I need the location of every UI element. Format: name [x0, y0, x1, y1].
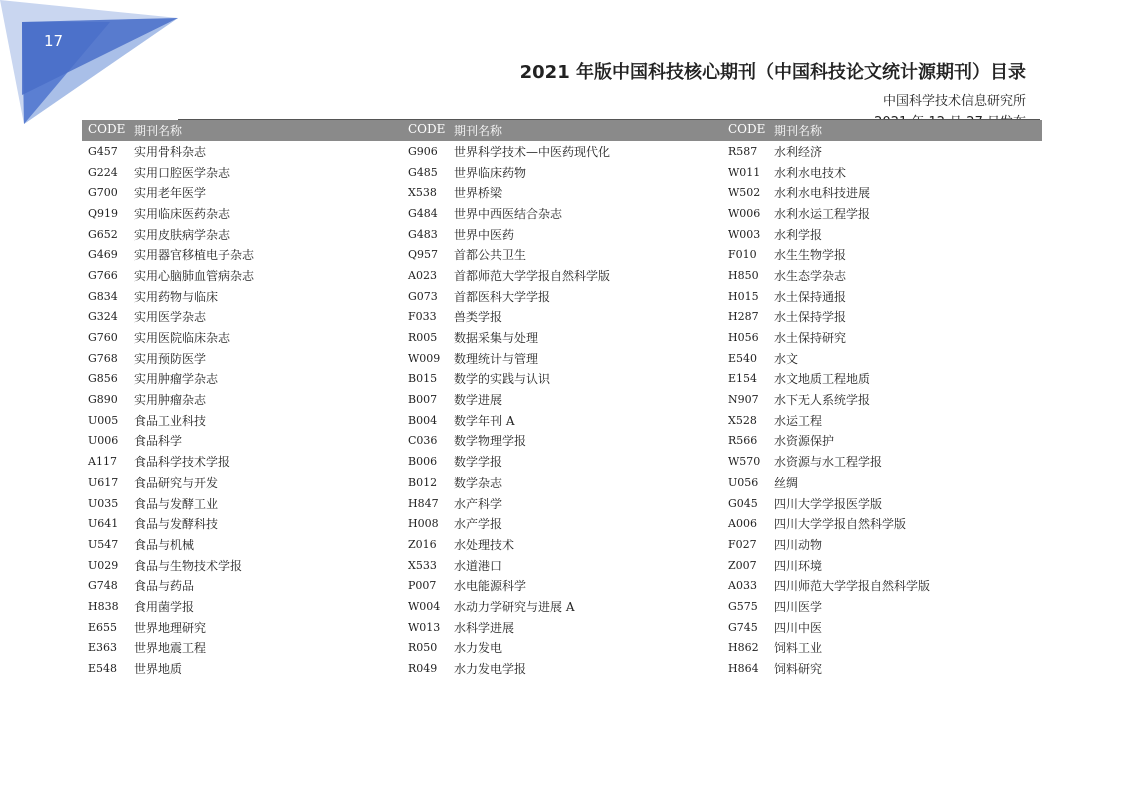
- journal-entry: [82, 327, 402, 348]
- journal-name: 水产科学: [454, 496, 503, 511]
- journal-entry: [722, 617, 1042, 638]
- journal-entry: [82, 286, 402, 307]
- journal-code: F033: [408, 310, 437, 324]
- journal-name: 数学物理学报: [454, 434, 527, 449]
- journal-entry: [402, 265, 722, 286]
- table-row: [82, 513, 1042, 534]
- journal-entry: [722, 141, 1042, 162]
- journal-name: 水文地质工程地质: [774, 372, 871, 387]
- journal-name: 饲料研究: [774, 662, 823, 677]
- table-row: [82, 162, 1042, 183]
- journal-code: G834: [88, 289, 118, 303]
- table-row: [82, 224, 1042, 245]
- journal-name: 四川动物: [774, 537, 823, 552]
- journal-entry: [402, 389, 722, 410]
- journal-name: 食品与生物技术学报: [134, 558, 243, 573]
- journal-entry: [82, 141, 402, 162]
- journal-entry: [402, 596, 722, 617]
- journal-entry: [82, 265, 402, 286]
- journal-entry: [722, 244, 1042, 265]
- journal-code: E154: [728, 372, 758, 386]
- journal-code: H008: [408, 517, 439, 531]
- journal-name: 水运工程: [774, 413, 823, 428]
- journal-entry: [82, 575, 402, 596]
- journal-entry: [82, 431, 402, 452]
- table-row: [82, 451, 1042, 472]
- journal-entry: [722, 451, 1042, 472]
- journal-name: 实用心脑肺血管病杂志: [134, 268, 255, 283]
- journal-entry: [722, 286, 1042, 307]
- journal-code: E655: [88, 620, 118, 634]
- journal-name: 世界地理研究: [134, 620, 207, 635]
- table-row: [82, 555, 1042, 576]
- journal-entry: [402, 575, 722, 596]
- journal-code: C036: [408, 434, 438, 448]
- journal-entry: [402, 182, 722, 203]
- journal-entry: [402, 451, 722, 472]
- issuer: 中国科学技术信息研究所: [882, 94, 1026, 109]
- journal-code: R566: [728, 434, 758, 448]
- code-column-header: CODE: [408, 122, 446, 136]
- journal-code: R587: [728, 144, 758, 158]
- journal-entry: [722, 410, 1042, 431]
- journal-name: 数学杂志: [454, 475, 503, 490]
- journal-entry: [82, 369, 402, 390]
- journal-code: U029: [88, 558, 119, 572]
- journal-code: B006: [408, 455, 438, 469]
- journal-name: 实用器官移植电子杂志: [134, 248, 255, 263]
- journal-name: 水利水电科技进展: [774, 186, 871, 201]
- table-row: [82, 638, 1042, 659]
- journal-code: F027: [728, 537, 757, 551]
- code-column-header: CODE: [88, 122, 126, 136]
- journal-name: 实用医学杂志: [134, 310, 207, 325]
- journal-code: U617: [88, 475, 119, 489]
- journal-entry: [722, 431, 1042, 452]
- journal-name: 水生生物学报: [774, 248, 847, 263]
- journal-name: 水资源保护: [774, 434, 835, 449]
- journal-code: W006: [728, 206, 761, 220]
- journal-name: 世界科学技术—中医药现代化: [454, 144, 611, 159]
- journal-name: 食品与药品: [134, 579, 195, 594]
- journal-code: E363: [88, 641, 118, 655]
- journal-name: 实用药物与临床: [134, 289, 219, 304]
- journal-name: 四川环境: [774, 558, 823, 573]
- journal-name: 食品科学技术学报: [134, 455, 231, 470]
- journal-name: 食品科学: [134, 434, 183, 449]
- journal-code: G652: [88, 227, 118, 241]
- journal-code: W004: [408, 599, 441, 613]
- journal-name: 水科学进展: [454, 620, 515, 635]
- journal-entry: [722, 265, 1042, 286]
- journal-code: F010: [728, 248, 757, 262]
- journal-entry: [82, 224, 402, 245]
- journal-code: U005: [88, 413, 119, 427]
- journal-name: 实用临床医药杂志: [134, 206, 231, 221]
- journal-entry: [82, 638, 402, 659]
- journal-entry: [722, 182, 1042, 203]
- name-column-header: 期刊名称: [134, 124, 183, 138]
- journal-name: 食品与发酵工业: [134, 496, 219, 511]
- table-row: [82, 286, 1042, 307]
- journal-code: H287: [728, 310, 759, 324]
- journal-code: A117: [88, 455, 117, 469]
- code-column-header: CODE: [728, 122, 766, 136]
- journal-entry: [402, 203, 722, 224]
- journal-name: 世界地震工程: [134, 641, 207, 656]
- journal-name: 四川医学: [774, 599, 823, 614]
- journal-code: B012: [408, 475, 438, 489]
- journal-name: 首都医科大学学报: [454, 289, 551, 304]
- journal-code: R050: [408, 641, 438, 655]
- journal-code: A023: [408, 268, 437, 282]
- journal-code: U035: [88, 496, 119, 510]
- journal-name: 食品与发酵科技: [134, 517, 219, 532]
- journal-code: G469: [88, 248, 118, 262]
- journal-code: G890: [88, 393, 118, 407]
- journal-name: 数学年刊 A: [454, 413, 515, 428]
- journal-code: G485: [408, 165, 438, 179]
- journal-name: 四川中医: [774, 620, 823, 635]
- journal-entry: [402, 493, 722, 514]
- journal-entry: [402, 410, 722, 431]
- journal-table: [82, 120, 1042, 679]
- journal-code: U547: [88, 537, 119, 551]
- journal-entry: [722, 555, 1042, 576]
- journal-code: X528: [728, 413, 757, 427]
- journal-name: 世界地质: [134, 662, 183, 677]
- journal-code: H862: [728, 641, 759, 655]
- journal-name: 实用医院临床杂志: [134, 331, 231, 346]
- journal-name: 水利水运工程学报: [774, 206, 871, 221]
- journal-name: 世界临床药物: [454, 165, 527, 180]
- journal-entry: [82, 389, 402, 410]
- journal-entry: [722, 596, 1042, 617]
- journal-code: W502: [728, 186, 761, 200]
- journal-code: E548: [88, 662, 118, 676]
- journal-entry: [82, 162, 402, 183]
- journal-entry: [82, 451, 402, 472]
- journal-code: H056: [728, 331, 759, 345]
- journal-code: G768: [88, 351, 118, 365]
- journal-code: G224: [88, 165, 118, 179]
- journal-name: 水资源与水工程学报: [774, 455, 883, 470]
- journal-name: 数学学报: [454, 455, 503, 470]
- journal-code: W570: [728, 455, 761, 469]
- journal-code: H015: [728, 289, 759, 303]
- header-group: [402, 122, 722, 139]
- journal-code: W009: [408, 351, 441, 365]
- journal-entry: [722, 307, 1042, 328]
- journal-name: 水利水电技术: [774, 165, 847, 180]
- journal-entry: [82, 472, 402, 493]
- journal-code: G575: [728, 599, 758, 613]
- table-row: [82, 327, 1042, 348]
- journal-name: 实用预防医学: [134, 351, 207, 366]
- journal-name: 实用皮肤病学杂志: [134, 227, 231, 242]
- journal-entry: [82, 244, 402, 265]
- journal-code: E540: [728, 351, 758, 365]
- journal-code: U056: [728, 475, 759, 489]
- journal-code: A033: [728, 579, 757, 593]
- journal-name: 数据采集与处理: [454, 331, 539, 346]
- journal-entry: [722, 327, 1042, 348]
- journal-name: 食用菌学报: [134, 599, 195, 614]
- journal-entry: [722, 389, 1042, 410]
- journal-code: G484: [408, 206, 438, 220]
- journal-entry: [82, 307, 402, 328]
- journal-name: 世界桥梁: [454, 186, 503, 201]
- journal-entry: [402, 555, 722, 576]
- journal-entry: [402, 327, 722, 348]
- table-row: [82, 348, 1042, 369]
- table-row: [82, 596, 1042, 617]
- journal-code: X538: [408, 186, 437, 200]
- journal-name: 数学的实践与认识: [454, 372, 551, 387]
- journal-code: G760: [88, 331, 118, 345]
- journal-name: 水土保持学报: [774, 310, 847, 325]
- header-group: [722, 122, 1042, 139]
- journal-name: 四川大学学报医学版: [774, 496, 883, 511]
- journal-entry: [402, 244, 722, 265]
- journal-entry: [82, 596, 402, 617]
- journal-name: 水利经济: [774, 144, 823, 159]
- journal-entry: [82, 617, 402, 638]
- journal-entry: [82, 513, 402, 534]
- table-row: [82, 369, 1042, 390]
- journal-code: B007: [408, 393, 438, 407]
- journal-code: U006: [88, 434, 119, 448]
- journal-name: 食品与机械: [134, 537, 195, 552]
- journal-entry: [402, 307, 722, 328]
- header-group: [82, 122, 402, 139]
- journal-name: 水文: [774, 351, 799, 366]
- journal-name: 水土保持通报: [774, 289, 847, 304]
- table-row: [82, 410, 1042, 431]
- journal-name: 水道港口: [454, 558, 503, 573]
- table-row: [82, 493, 1042, 514]
- journal-name: 水产学报: [454, 517, 503, 532]
- journal-code: W013: [408, 620, 441, 634]
- journal-code: H864: [728, 662, 759, 676]
- journal-code: B015: [408, 372, 438, 386]
- journal-entry: [402, 369, 722, 390]
- table-row: [82, 244, 1042, 265]
- journal-entry: [402, 658, 722, 679]
- page-number: 17: [44, 32, 64, 50]
- journal-entry: [402, 617, 722, 638]
- table-row: [82, 389, 1042, 410]
- journal-code: U641: [88, 517, 119, 531]
- name-column-header: 期刊名称: [454, 124, 503, 138]
- journal-entry: [722, 162, 1042, 183]
- journal-entry: [402, 513, 722, 534]
- journal-entry: [722, 203, 1042, 224]
- journal-code: W003: [728, 227, 761, 241]
- journal-code: H850: [728, 268, 759, 282]
- journal-entry: [402, 534, 722, 555]
- journal-entry: [722, 224, 1042, 245]
- journal-code: G324: [88, 310, 118, 324]
- journal-name: 水动力学研究与进展 A: [454, 599, 575, 614]
- journal-code: G457: [88, 144, 118, 158]
- journal-code: R049: [408, 662, 438, 676]
- journal-name: 水生态学杂志: [774, 268, 847, 283]
- journal-entry: [722, 472, 1042, 493]
- corner-decoration: [0, 0, 200, 140]
- journal-entry: [722, 513, 1042, 534]
- journal-name: 饲料工业: [774, 641, 823, 656]
- journal-name: 水土保持研究: [774, 331, 847, 346]
- journal-name: 首都公共卫生: [454, 248, 527, 263]
- journal-code: Z007: [728, 558, 757, 572]
- journal-name: 食品工业科技: [134, 413, 207, 428]
- table-row: [82, 265, 1042, 286]
- journal-code: X533: [408, 558, 437, 572]
- journal-code: G483: [408, 227, 438, 241]
- journal-entry: [402, 286, 722, 307]
- table-row: [82, 472, 1042, 493]
- journal-entry: [402, 431, 722, 452]
- name-column-header: 期刊名称: [774, 124, 823, 138]
- journal-name: 四川大学学报自然科学版: [774, 517, 907, 532]
- journal-code: G906: [408, 144, 438, 158]
- journal-name: 四川师范大学学报自然科学版: [774, 579, 931, 594]
- journal-name: 实用老年医学: [134, 186, 207, 201]
- journal-entry: [402, 348, 722, 369]
- journal-entry: [402, 224, 722, 245]
- journal-entry: [722, 658, 1042, 679]
- journal-name: 兽类学报: [454, 310, 503, 325]
- table-row: [82, 534, 1042, 555]
- journal-code: R005: [408, 331, 438, 345]
- journal-name: 水利学报: [774, 227, 823, 242]
- table-row: [82, 203, 1042, 224]
- journal-name: 实用肿瘤学杂志: [134, 372, 219, 387]
- journal-code: A006: [728, 517, 757, 531]
- journal-entry: [82, 182, 402, 203]
- journal-code: Q957: [408, 248, 439, 262]
- journal-entry: [722, 534, 1042, 555]
- journal-code: Z016: [408, 537, 437, 551]
- journal-code: W011: [728, 165, 761, 179]
- journal-name: 水处理技术: [454, 537, 515, 552]
- journal-code: Q919: [88, 206, 119, 220]
- journal-name: 水力发电: [454, 641, 503, 656]
- journal-code: G073: [408, 289, 438, 303]
- journal-code: P007: [408, 579, 437, 593]
- journal-code: G748: [88, 579, 118, 593]
- journal-entry: [82, 348, 402, 369]
- table-row: [82, 141, 1042, 162]
- journal-entry: [722, 493, 1042, 514]
- journal-name: 水下无人系统学报: [774, 393, 871, 408]
- journal-name: 实用骨科杂志: [134, 144, 207, 159]
- journal-code: N907: [728, 393, 759, 407]
- journal-entry: [402, 162, 722, 183]
- journal-entry: [82, 555, 402, 576]
- journal-entry: [82, 658, 402, 679]
- journal-entry: [402, 638, 722, 659]
- journal-code: G856: [88, 372, 118, 386]
- journal-entry: [722, 575, 1042, 596]
- table-row: [82, 658, 1042, 679]
- journal-name: 水力发电学报: [454, 662, 527, 677]
- journal-code: G700: [88, 186, 118, 200]
- table-row: [82, 307, 1042, 328]
- document-title: 2021 年版中国科技核心期刊（中国科技论文统计源期刊）目录: [519, 62, 1026, 83]
- journal-name: 食品研究与开发: [134, 475, 219, 490]
- journal-entry: [402, 141, 722, 162]
- journal-entry: [722, 348, 1042, 369]
- journal-code: H847: [408, 496, 439, 510]
- journal-code: G745: [728, 620, 758, 634]
- journal-name: 数理统计与管理: [454, 351, 539, 366]
- journal-entry: [82, 410, 402, 431]
- table-body: [82, 141, 1042, 679]
- journal-name: 实用肿瘤杂志: [134, 393, 207, 408]
- journal-code: B004: [408, 413, 438, 427]
- journal-entry: [82, 534, 402, 555]
- table-row: [82, 617, 1042, 638]
- journal-code: H838: [88, 599, 119, 613]
- journal-name: 世界中西医结合杂志: [454, 206, 563, 221]
- journal-code: G766: [88, 268, 118, 282]
- table-row: [82, 182, 1042, 203]
- journal-name: 实用口腔医学杂志: [134, 165, 231, 180]
- table-row: [82, 575, 1042, 596]
- journal-name: 数学进展: [454, 393, 503, 408]
- table-row: [82, 431, 1042, 452]
- journal-name: 世界中医药: [454, 227, 515, 242]
- journal-name: 丝绸: [774, 475, 799, 490]
- journal-entry: [82, 493, 402, 514]
- journal-entry: [82, 203, 402, 224]
- journal-entry: [402, 472, 722, 493]
- journal-entry: [722, 638, 1042, 659]
- journal-name: 首都师范大学学报自然科学版: [454, 268, 611, 283]
- journal-entry: [722, 369, 1042, 390]
- table-header: [82, 120, 1042, 141]
- journal-name: 水电能源科学: [454, 579, 527, 594]
- journal-code: G045: [728, 496, 758, 510]
